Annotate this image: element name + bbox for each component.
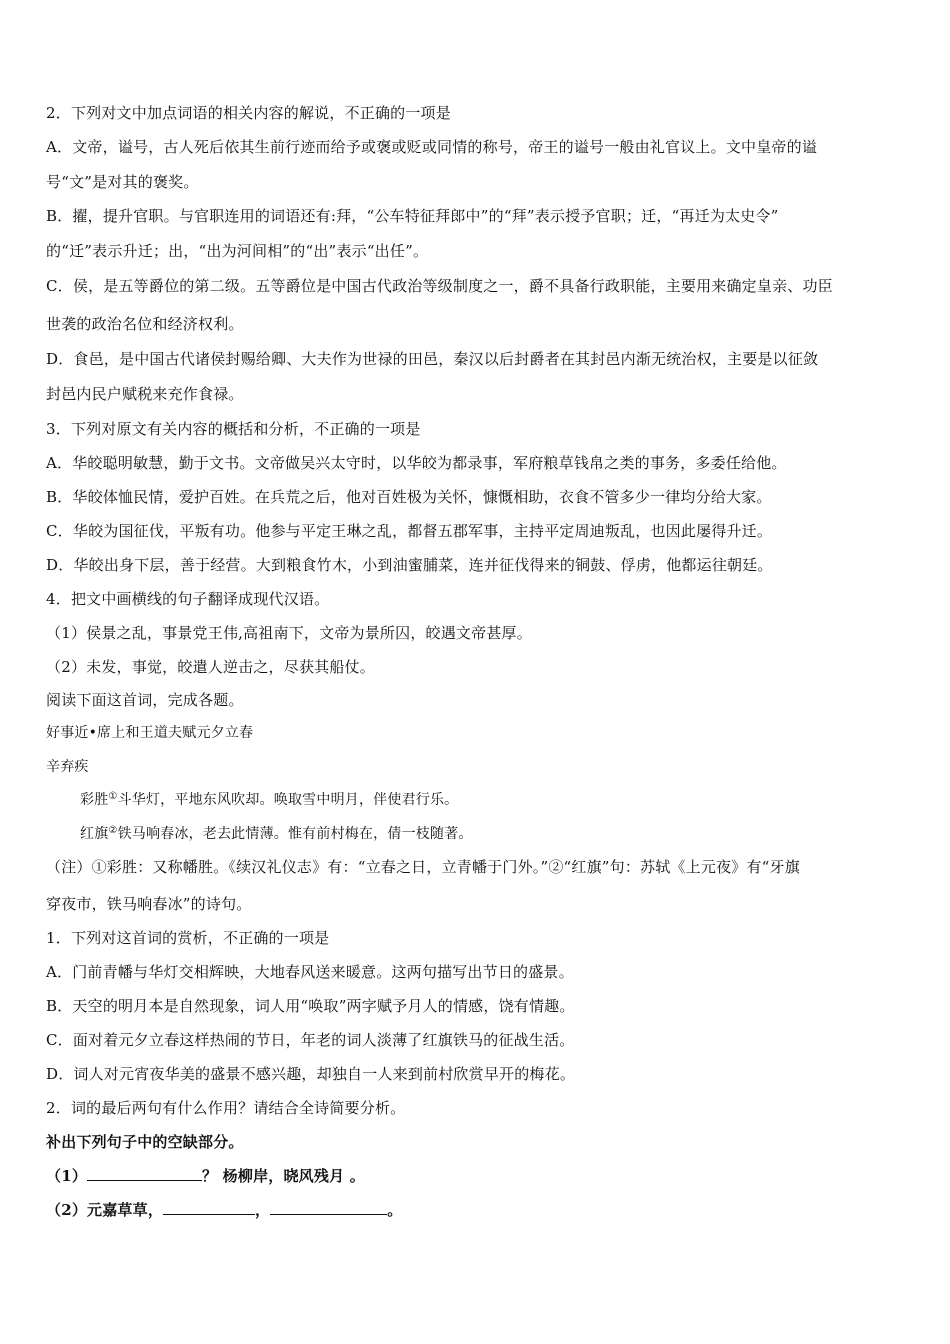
footnote-mark-1: ① [108, 791, 118, 802]
fill-line-2-comma: ， [255, 1201, 271, 1219]
q3-option-d: D．华皎出身下层，善于经营。大到粮食竹木，小到油蜜脯菜，连并征伐得来的铜鼓、俘虏，他都运往朝廷。 [46, 556, 773, 574]
q3-option-a: A．华皎聪明敏慧，勤于文书。文帝做吴兴太守时，以华皎为都录事，军府粮草钱帛之类的事务，多委任给他。 [46, 454, 787, 472]
fill-line-2-end: 。 [387, 1201, 403, 1219]
verse-2-rest: 铁马响春冰，老去此情薄。惟有前村梅在，倩一枝随著。 [117, 826, 473, 842]
q4-stem: 4．把文中画横线的句子翻译成现代汉语。 [46, 590, 330, 608]
q2-option-a-line1: A．文帝，谥号，古人死后依其生前行迹而给予或褒或贬或同情的称号，帝王的谥号一般由礼官议上。文中皇帝的谥 [46, 138, 818, 156]
fill-blank-3[interactable] [270, 1200, 387, 1215]
poem-author: 辛弃疾 [46, 759, 89, 775]
poem-note-line1: （注）①彩胜：又称幡胜。《续汉礼仪志》有：“立春之日，立青幡于门外。”②“红旗”句：苏轼《上元夜》有“牙旗 [46, 858, 800, 876]
fill-line-1 [46, 1166, 908, 1186]
q2-stem: 2．下列对文中加点词语的相关内容的解说，不正确的一项是 [46, 104, 451, 122]
poem-q1-option-a: A．门前青幡与华灯交相辉映，大地春风送来暖意。这两句描写出节日的盛景。 [46, 963, 574, 981]
q2-option-c-line2: 世袭的政治名位和经济权利。 [46, 315, 244, 333]
q2-option-d-line2: 封邑内民户赋税来充作食禄。 [46, 385, 244, 403]
poem-note-line2: 穿夜市，铁马响春冰”的诗句。 [46, 895, 252, 913]
verse-1-rest: 斗华灯，平地东风吹却。唤取雪中明月，伴使君行乐。 [117, 792, 459, 808]
verse-1-start: 彩胜 [80, 792, 109, 808]
q4-sentence-1: （1）侯景之乱，事景党王伟,高祖南下，文帝为景所囚，皎遇文帝甚厚。 [46, 624, 532, 642]
fill-line-1-text: ？ 杨柳岸，晓风残月 。 [202, 1167, 365, 1185]
q2-option-d-line1: D．食邑，是中国古代诸侯封赐给卿、大夫作为世禄的田邑，秦汉以后封爵者在其封邑内渐无统治权，主要是以征敛 [46, 350, 819, 368]
fill-line-2-prefix: （2）元嘉草草， [46, 1201, 164, 1219]
q2-option-a-line2: 号“文”是对其的褒奖。 [46, 173, 199, 191]
fill-line-1-prefix: （1） [46, 1167, 88, 1185]
poem-q1-stem: 1．下列对这首词的赏析，不正确的一项是 [46, 929, 330, 947]
q2-option-b-line1: B．擢，提升官职。与官职连用的词语还有:拜，“公车特征拜郎中”的“拜”表示授予官职；迁，“再迁为太史令” [46, 207, 779, 225]
fill-heading: 补出下列句子中的空缺部分。 [46, 1133, 244, 1151]
poem-q1-option-d: D．词人对元宵夜华美的盛景不感兴趣，却独自一人来到前村欣赏早开的梅花。 [46, 1065, 576, 1083]
q2-option-c-line1: C．侯，是五等爵位的第二级。五等爵位是中国古代政治等级制度之一，爵不具备行政职能，主要用来确定皇亲、功臣 [46, 277, 833, 295]
poem-q1-option-b: B．天空的明月本是自然现象，词人用“唤取”两字赋予月人的情感，饶有情趣。 [46, 997, 575, 1015]
fill-blank-2[interactable] [163, 1200, 255, 1215]
reading-intro: 阅读下面这首词，完成各题。 [46, 691, 244, 709]
q3-stem: 3．下列对原文有关内容的概括和分析，不正确的一项是 [46, 420, 421, 438]
q3-option-b: B．华皎体恤民情，爱护百姓。在兵荒之后，他对百姓极为关怀，慷慨相助，衣食不管多少一律均分给大家。 [46, 488, 772, 506]
poem-verse-1 [80, 790, 942, 812]
q3-option-c: C．华皎为国征伐，平叛有功。他参与平定王琳之乱，都督五郡军事，主持平定周迪叛乱，也因此屡得升迁。 [46, 522, 773, 540]
footnote-mark-2: ② [108, 825, 118, 836]
poem-q2-stem: 2．词的最后两句有什么作用？请结合全诗简要分析。 [46, 1099, 406, 1117]
poem-q1-option-c: C．面对着元夕立春这样热闹的节日，年老的词人淡薄了红旗铁马的征战生活。 [46, 1031, 575, 1049]
poem-title: 好事近•席上和王道夫赋元夕立春 [46, 725, 254, 741]
verse-2-start: 红旗 [80, 826, 109, 842]
q4-sentence-2: （2）未发，事觉，皎遣人逆击之，尽获其船仗。 [46, 658, 375, 676]
poem-verse-2 [80, 824, 942, 846]
fill-blank-1[interactable] [87, 1166, 202, 1181]
fill-line-2 [46, 1200, 908, 1220]
q2-option-b-line2: 的“迁”表示升迁；出，“出为河间相”的“出”表示“出任”。 [46, 242, 429, 260]
